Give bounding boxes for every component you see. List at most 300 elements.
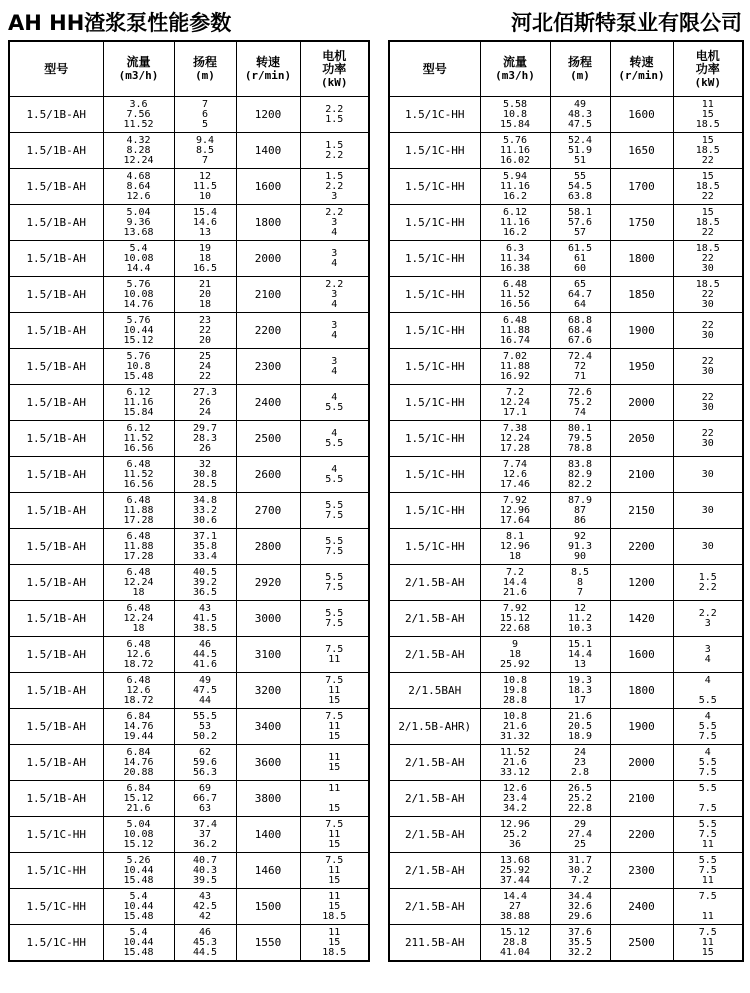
head-value: 64 [573, 298, 587, 310]
table-body-right [389, 97, 743, 962]
model-cell: 1.5/1B-AH [9, 241, 103, 277]
head-cell [174, 817, 236, 853]
power-cell [300, 385, 369, 421]
power-cell [673, 97, 743, 133]
head-value: 23 [573, 756, 587, 768]
head-value: 34.8 [192, 494, 218, 506]
head-value: 30.8 [192, 468, 218, 480]
head-value: 55.5 [192, 710, 218, 722]
speed-cell: 2300 [610, 853, 673, 889]
flow-value: 6.84 [126, 710, 151, 722]
flow-cell [103, 133, 174, 169]
speed-cell: 3200 [236, 673, 300, 709]
speed-cell: 1500 [236, 889, 300, 925]
head-value: 10 [198, 190, 212, 202]
flow-value: 4.32 [126, 134, 151, 146]
power-cell [673, 169, 743, 205]
flow-value: 20.88 [123, 766, 154, 778]
head-cell [550, 241, 610, 277]
model-cell: 1.5/1B-AH [9, 421, 103, 457]
head-value: 61 [573, 252, 587, 264]
head-value: 66.7 [192, 792, 218, 804]
table-row [9, 673, 369, 709]
table-row [389, 853, 743, 889]
power-value: 30 [701, 504, 714, 516]
power-value: 4 [331, 427, 338, 439]
head-value: 7 [201, 154, 209, 166]
head-cell [174, 637, 236, 673]
speed-cell: 1900 [610, 709, 673, 745]
head-cell [174, 385, 236, 421]
speed-cell: 1460 [236, 853, 300, 889]
head-value: 49 [198, 674, 212, 686]
flow-value: 6.12 [502, 206, 528, 218]
head-value: 41.5 [192, 612, 218, 624]
speed-cell: 1800 [610, 673, 673, 709]
model-cell: 2/1.5B-AH [389, 601, 480, 637]
speed-cell: 2400 [236, 385, 300, 421]
flow-value: 9.36 [126, 216, 151, 228]
power-cell [673, 817, 743, 853]
head-value: 22.8 [567, 802, 593, 814]
head-value: 37.1 [192, 530, 218, 542]
flow-value: 12.6 [502, 782, 528, 794]
speed-cell: 1600 [236, 169, 300, 205]
flow-value: 7.2 [505, 386, 525, 398]
flow-value: 7.2 [505, 566, 525, 578]
head-value: 47.5 [192, 684, 218, 696]
head-value: 10.3 [567, 622, 593, 634]
flow-cell [103, 457, 174, 493]
flow-value: 11.52 [123, 432, 154, 444]
flow-value: 19.8 [502, 684, 528, 696]
power-value: 15 [328, 761, 341, 773]
power-value: 7.5 [698, 926, 717, 938]
power-value: 4 [331, 391, 338, 403]
flow-value: 13.68 [123, 226, 154, 238]
head-value: 74 [573, 406, 587, 418]
flow-value: 16.38 [499, 262, 531, 274]
power-value: 18.5 [322, 946, 347, 958]
flow-value: 6.48 [502, 314, 528, 326]
power-value: 11 [328, 926, 341, 938]
flow-value: 10.8 [502, 674, 528, 686]
flow-value: 31.32 [499, 730, 531, 742]
model-cell: 1.5/1B-AH [9, 781, 103, 817]
flow-value: 11.88 [499, 324, 531, 336]
power-cell [300, 925, 369, 962]
table-row [9, 457, 369, 493]
head-cell [550, 421, 610, 457]
head-cell [550, 601, 610, 637]
head-value: 16.5 [192, 262, 218, 274]
head-value: 32 [198, 458, 212, 470]
power-cell [673, 637, 743, 673]
speed-cell: 3100 [236, 637, 300, 673]
head-value: 53 [198, 720, 212, 732]
power-value: 11 [328, 720, 341, 732]
head-cell [174, 241, 236, 277]
model-cell: 1.5/1B-AH [9, 169, 103, 205]
power-value: 18.5 [695, 278, 720, 290]
head-value: 80.1 [567, 422, 593, 434]
flow-value: 21.6 [502, 586, 528, 598]
head-cell [550, 781, 610, 817]
speed-cell: 3600 [236, 745, 300, 781]
table-row [389, 781, 743, 817]
table-row [9, 241, 369, 277]
head-value: 27.4 [567, 828, 593, 840]
model-cell: 2/1.5B-AH [389, 817, 480, 853]
power-value: 30 [701, 262, 714, 274]
table-row [389, 565, 743, 601]
model-cell: 1.5/1C-HH [389, 457, 480, 493]
head-value: 47.5 [567, 118, 593, 130]
head-value: 68.4 [567, 324, 593, 336]
power-value [674, 794, 743, 804]
table-row [9, 529, 369, 565]
flow-cell [480, 421, 550, 457]
flow-value: 16.92 [499, 370, 531, 382]
flow-cell [480, 241, 550, 277]
flow-value: 12.6 [126, 684, 151, 696]
flow-value: 11.88 [123, 540, 154, 552]
power-value: 4 [704, 674, 711, 686]
flow-value: 15.12 [123, 838, 154, 850]
power-value: 4 [331, 298, 338, 310]
head-cell [174, 349, 236, 385]
power-cell [673, 241, 743, 277]
flow-value: 21.6 [502, 720, 528, 732]
model-cell: 1.5/1C-HH [9, 853, 103, 889]
head-cell [550, 313, 610, 349]
power-value: 7.5 [325, 545, 344, 557]
table-row [389, 637, 743, 673]
flow-value: 5.4 [129, 242, 148, 254]
speed-cell: 2200 [236, 313, 300, 349]
head-value: 40.3 [192, 864, 218, 876]
flow-value: 14.76 [123, 298, 154, 310]
model-cell: 1.5/1C-HH [9, 817, 103, 853]
speed-cell: 2150 [610, 493, 673, 529]
flow-value: 13.68 [499, 854, 531, 866]
flow-cell [480, 565, 550, 601]
speed-cell: 2500 [610, 925, 673, 962]
table-row [9, 349, 369, 385]
flow-cell [480, 457, 550, 493]
power-value: 3 [704, 617, 711, 629]
flow-value: 6.12 [126, 386, 151, 398]
flow-value: 14.4 [126, 262, 151, 274]
table-row [389, 313, 743, 349]
head-value: 5 [201, 118, 209, 130]
flow-value: 27 [508, 900, 522, 912]
head-value: 21.6 [567, 710, 593, 722]
model-cell: 2/1.5BAH [389, 673, 480, 709]
head-value: 23 [198, 314, 212, 326]
table-row [389, 421, 743, 457]
model-cell: 1.5/1B-AH [9, 709, 103, 745]
flow-value: 25.92 [499, 864, 531, 876]
table-row [9, 493, 369, 529]
power-cell [300, 133, 369, 169]
head-value: 37.6 [567, 926, 593, 938]
flow-value: 10.08 [123, 828, 154, 840]
flow-cell [480, 781, 550, 817]
flow-value: 12.24 [123, 154, 154, 166]
head-value: 43 [198, 602, 212, 614]
power-value: 15 [328, 802, 341, 814]
head-value: 36.2 [192, 838, 218, 850]
flow-value: 3.6 [129, 98, 148, 110]
power-value: 3 [331, 288, 338, 300]
head-value: 33.2 [192, 504, 218, 516]
table-row [389, 709, 743, 745]
power-value: 11 [701, 98, 714, 110]
power-value: 22 [701, 288, 714, 300]
power-value: 5.5 [698, 720, 717, 732]
flow-value: 11.52 [499, 746, 531, 758]
table-row [9, 925, 369, 962]
model-cell: 1.5/1C-HH [389, 313, 480, 349]
head-value: 25.2 [567, 792, 593, 804]
power-value: 3 [331, 247, 338, 259]
flow-cell [103, 709, 174, 745]
flow-value: 12.96 [499, 818, 531, 830]
speed-cell: 1600 [610, 97, 673, 133]
power-cell [673, 925, 743, 962]
power-cell [673, 853, 743, 889]
head-value: 72.6 [567, 386, 593, 398]
speed-cell: 1650 [610, 133, 673, 169]
flow-value: 5.76 [126, 278, 151, 290]
head-value: 28.5 [192, 478, 218, 490]
performance-table-right [388, 40, 744, 962]
power-value: 18.5 [322, 910, 347, 922]
power-value: 11 [328, 653, 341, 665]
head-cell [174, 889, 236, 925]
table-row [9, 601, 369, 637]
power-value: 5.5 [325, 571, 344, 583]
model-cell: 2/1.5B-AH [389, 745, 480, 781]
table-row [389, 745, 743, 781]
speed-cell: 1200 [236, 97, 300, 133]
head-value: 49 [573, 98, 587, 110]
head-value: 45.3 [192, 936, 218, 948]
power-cell [673, 709, 743, 745]
head-cell [550, 745, 610, 781]
speed-cell: 2500 [236, 421, 300, 457]
head-value: 92 [573, 530, 587, 542]
head-value: 24 [198, 360, 212, 372]
power-value: 7.5 [325, 854, 344, 866]
flow-cell [480, 205, 550, 241]
flow-value: 15.12 [499, 926, 531, 938]
table-header-row [389, 41, 743, 97]
flow-cell [103, 565, 174, 601]
flow-cell [480, 817, 550, 853]
power-value: 5.5 [325, 535, 344, 547]
power-cell [300, 97, 369, 133]
power-value: 1.5 [698, 571, 717, 583]
power-cell [673, 493, 743, 529]
power-value: 15 [328, 694, 341, 706]
model-cell: 1.5/1C-HH [389, 529, 480, 565]
power-value: 1.5 [325, 170, 344, 182]
head-value: 40.7 [192, 854, 218, 866]
head-value: 12 [198, 170, 212, 182]
flow-value: 14.76 [123, 720, 154, 732]
head-value: 39.2 [192, 576, 218, 588]
table-row [9, 205, 369, 241]
flow-value: 10.44 [123, 864, 154, 876]
flow-value: 17.46 [499, 478, 531, 490]
flow-value: 12.6 [126, 190, 151, 202]
table-row [9, 277, 369, 313]
col-model-header: 型号 [9, 41, 103, 97]
flow-cell [480, 673, 550, 709]
model-cell: 1.5/1C-HH [389, 97, 480, 133]
head-value: 87.9 [567, 494, 593, 506]
model-cell: 1.5/1C-HH [389, 421, 480, 457]
model-cell: 2/1.5B-AHR) [389, 709, 480, 745]
flow-cell [480, 277, 550, 313]
power-value: 5.5 [325, 401, 344, 413]
flow-cell [480, 349, 550, 385]
power-cell [673, 889, 743, 925]
head-value: 22 [198, 324, 212, 336]
flow-value: 10.08 [123, 252, 154, 264]
flow-value: 15.48 [123, 370, 154, 382]
head-value: 31.7 [567, 854, 593, 866]
col-speed-header: 转速 (r/min) [236, 41, 300, 97]
power-value: 30 [701, 365, 714, 377]
power-cell [300, 277, 369, 313]
power-value: 11 [328, 864, 341, 876]
power-value: 2.2 [325, 103, 344, 115]
head-cell [550, 565, 610, 601]
head-value: 42.5 [192, 900, 218, 912]
flow-value: 18.72 [123, 694, 154, 706]
flow-cell [480, 493, 550, 529]
model-cell: 1.5/1C-HH [389, 277, 480, 313]
head-value: 55 [573, 170, 587, 182]
flow-cell [480, 385, 550, 421]
speed-cell: 2000 [236, 241, 300, 277]
head-value: 18.9 [567, 730, 593, 742]
flow-value: 5.26 [126, 854, 151, 866]
flow-value: 10.8 [502, 108, 528, 120]
head-value: 46 [198, 638, 212, 650]
head-value: 58.1 [567, 206, 593, 218]
power-cell [300, 169, 369, 205]
flow-value: 5.94 [502, 170, 528, 182]
table-row [389, 349, 743, 385]
flow-value: 6.48 [126, 530, 151, 542]
company-name: 河北佰斯特泵业有限公司 [511, 11, 742, 35]
head-value: 29 [573, 818, 587, 830]
flow-value: 11.52 [123, 468, 154, 480]
model-cell: 1.5/1B-AH [9, 529, 103, 565]
head-cell [550, 277, 610, 313]
head-cell [174, 457, 236, 493]
flow-value: 5.4 [129, 890, 148, 902]
head-cell [174, 205, 236, 241]
power-value: 30 [701, 329, 714, 341]
power-cell [300, 673, 369, 709]
power-value: 3 [704, 643, 711, 655]
flow-cell [103, 601, 174, 637]
head-value: 19 [198, 242, 212, 254]
model-cell: 2/1.5B-AH [389, 781, 480, 817]
head-value: 25 [573, 838, 587, 850]
table-row [389, 817, 743, 853]
power-cell [673, 781, 743, 817]
head-value: 48.3 [567, 108, 593, 120]
flow-cell [103, 241, 174, 277]
speed-cell: 1400 [236, 817, 300, 853]
model-cell: 1.5/1C-HH [389, 169, 480, 205]
head-value: 30.6 [192, 514, 218, 526]
power-value: 7.5 [698, 730, 717, 742]
flow-cell [103, 817, 174, 853]
flow-value: 6.12 [126, 422, 151, 434]
table-row [9, 853, 369, 889]
table-row [9, 421, 369, 457]
head-value: 75.2 [567, 396, 593, 408]
col-model-header: 型号 [389, 41, 480, 97]
power-value: 22 [701, 355, 714, 367]
power-value: 11 [701, 838, 714, 850]
power-value: 7.5 [325, 617, 344, 629]
flow-value: 6.3 [505, 242, 525, 254]
power-value: 30 [701, 437, 714, 449]
flow-value: 11.16 [499, 216, 531, 228]
power-value: 7.5 [698, 864, 717, 876]
table-row [389, 529, 743, 565]
model-cell: 1.5/1B-AH [9, 457, 103, 493]
head-value: 72.4 [567, 350, 593, 362]
power-cell [300, 853, 369, 889]
flow-value: 12.24 [499, 396, 531, 408]
flow-value: 18 [132, 586, 145, 598]
head-value: 6 [201, 108, 209, 120]
head-value: 42 [198, 910, 212, 922]
flow-value: 11.88 [499, 360, 531, 372]
head-cell [174, 169, 236, 205]
power-value: 4 [331, 257, 338, 269]
model-cell: 1.5/1B-AH [9, 637, 103, 673]
flow-value: 7.56 [126, 108, 151, 120]
power-cell [673, 457, 743, 493]
head-cell [174, 925, 236, 962]
flow-cell [480, 97, 550, 133]
flow-cell [480, 529, 550, 565]
table-row [389, 205, 743, 241]
flow-cell [103, 493, 174, 529]
power-value: 18.5 [695, 180, 720, 192]
flow-value: 22.68 [499, 622, 531, 634]
head-value: 67.6 [567, 334, 593, 346]
head-value: 30.2 [567, 864, 593, 876]
flow-value: 11.52 [123, 118, 154, 130]
flow-value: 11.16 [123, 396, 154, 408]
table-row [9, 133, 369, 169]
flow-value: 6.84 [126, 746, 151, 758]
head-value: 63.8 [567, 190, 593, 202]
head-value: 26 [198, 396, 212, 408]
head-value: 35.5 [567, 936, 593, 948]
